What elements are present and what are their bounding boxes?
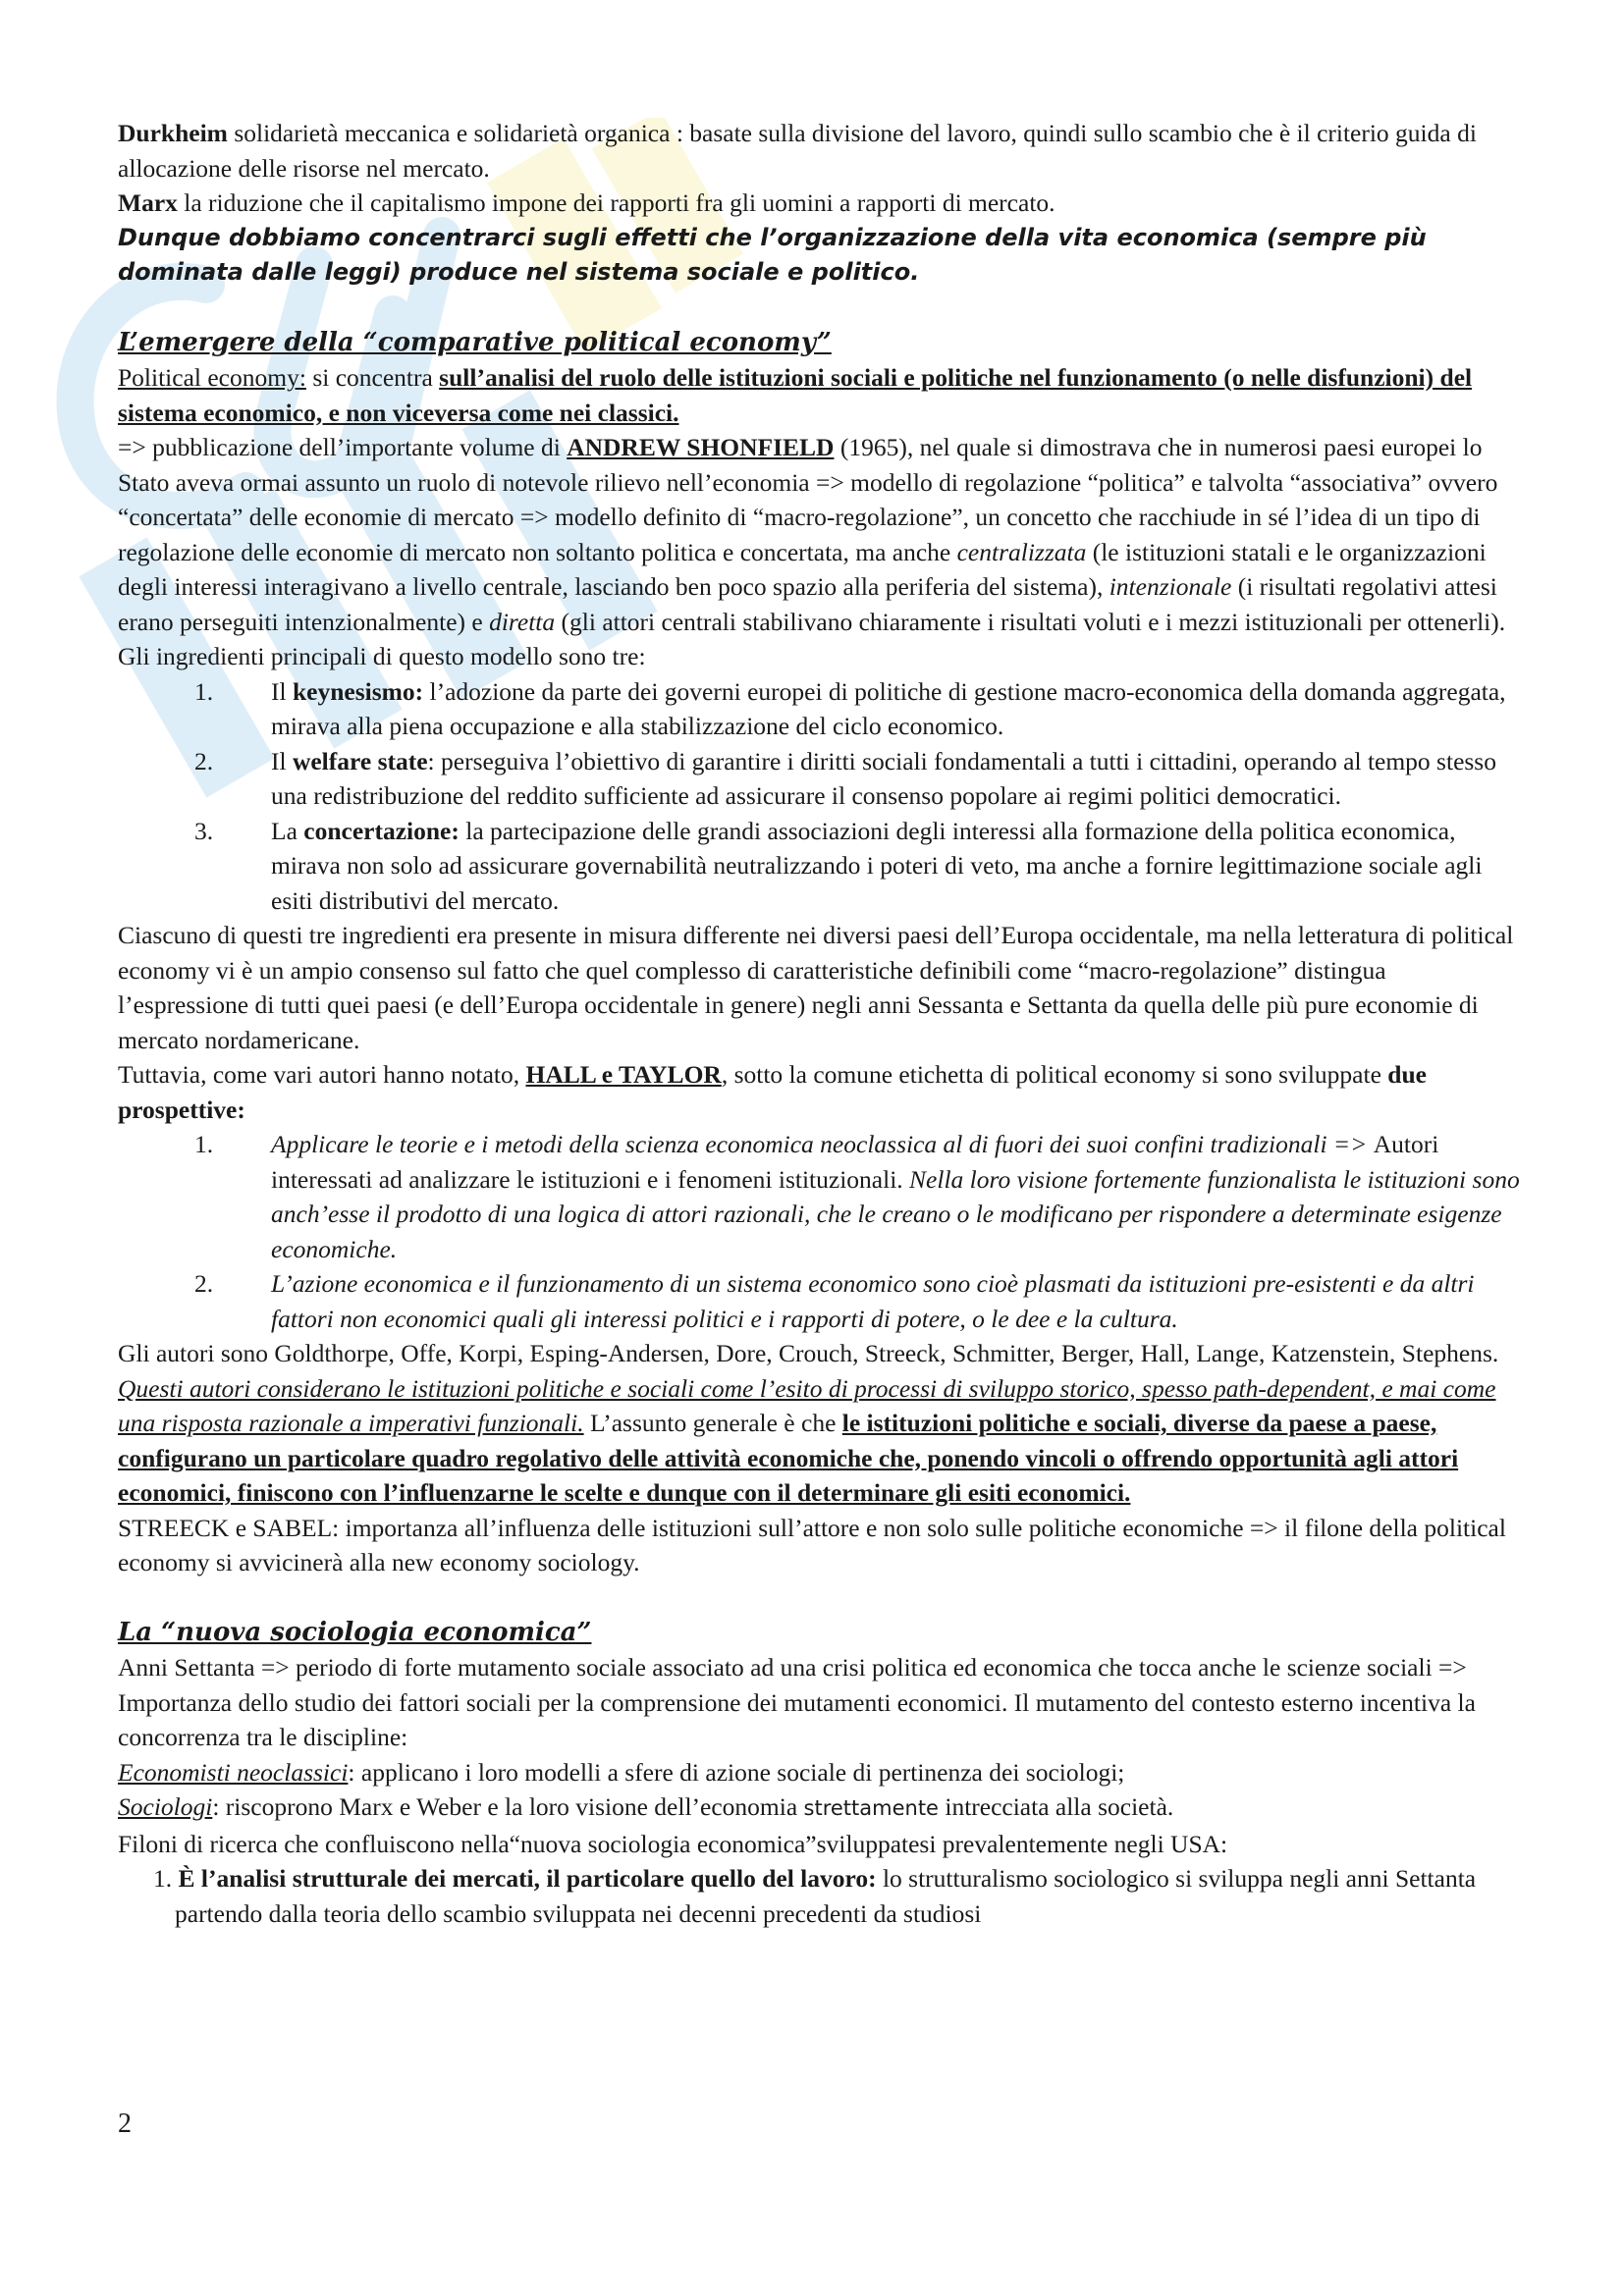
author-shonfield: ANDREW SHONFIELD bbox=[567, 433, 835, 461]
list-item bbox=[194, 674, 1522, 744]
shonfield-pre: => pubblicazione dell’importante volume di bbox=[118, 433, 568, 461]
section-heading-comparative: L’emergere della “comparative political economy” bbox=[118, 327, 832, 357]
list-number: 1. bbox=[153, 1864, 173, 1893]
marx-line bbox=[118, 186, 1522, 221]
term-welfare-state: welfare state bbox=[292, 746, 428, 775]
list-number: 1. bbox=[194, 1130, 214, 1158]
shonfield-text-d: (gli attori centrali stabilivano chiaramente i risultati voluti e i mezzi istituzionali per ottenerli). bbox=[555, 607, 1506, 636]
research-line-item bbox=[118, 1861, 1522, 1931]
hall-taylor-mid: , sotto la comune etichetta di political economy si sono sviluppate bbox=[721, 1060, 1388, 1089]
shonfield-text-c: (i risultati regolativi attesi erano perseguiti intenzionalmente) e bbox=[118, 572, 1497, 636]
perspective-text-b: Autori interessati ad analizzare le istituzioni e i fenomeni istituzionali. bbox=[271, 1130, 1439, 1194]
marx-name: Marx bbox=[118, 188, 178, 217]
economists-line bbox=[118, 1755, 1522, 1790]
term-centralizzata: centralizzata bbox=[956, 537, 1087, 566]
term-keynesismo: keynesismo: bbox=[292, 676, 424, 706]
assumption-bold: le istituzioni politiche e sociali, diverse da paese a paese, configurano un particolare quadro regolativo delle attività economiche che, ponendo vincoli o offrendo opportunità agli attori economici, finiscono con l’influenzarne le scelte e dunque con il determinare gli esiti economici. bbox=[118, 1409, 1459, 1507]
list-number: 2. bbox=[194, 746, 214, 775]
list-item bbox=[194, 1127, 1522, 1266]
structural-analysis-text: lo strutturalismo sociologico si sviluppa negli anni Settanta partendo dalla teoria dello scambio sviluppata nei decenni precedenti da studiosi bbox=[175, 1864, 1477, 1928]
sociologists-small: strettamente bbox=[803, 1796, 939, 1820]
marx-text: la riduzione che il capitalismo impone dei rapporti fra gli uomini a rapporti di mercato. bbox=[184, 188, 1055, 217]
perspectives-list bbox=[118, 1127, 1522, 1336]
perspective-text-a: L’azione economica e il funzionamento di un sistema economico sono cioè plasmati da istituzioni pre-esistenti e da altri fattori non economici quali gli interessi politici e i rapporti di potere, o le dee e la cultura. bbox=[271, 1269, 1475, 1333]
economists-label: Economisti neoclassici bbox=[118, 1757, 349, 1787]
list-item bbox=[194, 1266, 1522, 1336]
shonfield-paragraph bbox=[118, 430, 1522, 639]
sociologists-text: : riscoprono Marx e Weber e la loro visione dell’economia bbox=[212, 1792, 804, 1821]
term-concertazione: concertazione: bbox=[303, 816, 460, 845]
durkheim-text: solidarietà meccanica e solidarietà organica : basate sulla divisione del lavoro, quindi sullo scambio che è il criterio guida di allocazione delle risorse nel mercato. bbox=[118, 119, 1477, 183]
perspective-text-a: Applicare le teorie e i metodi della scienza economica neoclassica al di fuori dei suoi confini tradizionali => bbox=[271, 1130, 1374, 1158]
two-perspectives: due prospettive: bbox=[118, 1060, 1427, 1124]
durkheim-line bbox=[118, 116, 1522, 186]
sociologists-end: intrecciata alla società. bbox=[938, 1792, 1174, 1821]
author-hall-taylor: HALL e TAYLOR bbox=[525, 1060, 722, 1089]
section-heading-nuova-sociologia: La “nuova sociologia economica” bbox=[118, 1617, 592, 1647]
sociologists-line bbox=[118, 1789, 1522, 1827]
item-pre: Il bbox=[271, 746, 293, 775]
authors-paragraph bbox=[118, 1336, 1522, 1511]
item-text: : perseguiva l’obiettivo di garantire i diritti sociali fondamentali a tutti i cittadini, operando al tempo stesso una redistribuzione del reddito sufficiente ad assicurare il consenso popolare ai regimi politici democratici. bbox=[271, 746, 1496, 810]
item-pre: Il bbox=[271, 676, 293, 706]
item-text: l’adozione da parte dei governi europei di politiche di gestione macro-economica della domanda aggregata, mirava alla piena occupazione e alla stabilizzazione del ciclo economico. bbox=[271, 676, 1506, 740]
page-number: 2 bbox=[118, 2109, 132, 2139]
term-intenzionale: intenzionale bbox=[1109, 572, 1232, 601]
streeck-sabel-paragraph: STREECK e SABEL: importanza all’influenza delle istituzioni sull’attore e non solo sulle politiche economiche => il filone della political economy si avvicinerà alla new economy sociology. bbox=[118, 1513, 1506, 1576]
hall-taylor-pre: Tuttavia, come vari autori hanno notato, bbox=[118, 1060, 526, 1089]
ingredients-list bbox=[118, 674, 1522, 919]
seventies-paragraph: Anni Settanta => periodo di forte mutamento sociale associato ad una crisi politica ed economica che tocca anche le scienze sociali => Importanza dello studio dei fattori sociali per la comprensione dei mutamenti economici. Il mutamento del contesto esterno incentiva la concorrenza tra le discipline: bbox=[118, 1653, 1476, 1751]
list-item bbox=[194, 814, 1522, 919]
economists-text: : applicano i loro modelli a sfere di azione sociale di pertinenza dei sociologi; bbox=[348, 1757, 1125, 1787]
shonfield-text-a: (1965), nel quale si dimostrava che in numerosi paesi europei lo Stato aveva ormai assunto un ruolo di notevole rilievo nell’economia => modello di regolazione “politica” e talvolta “associativa” ovvero “concertata” delle economie di mercato => modello definito di “macro-regolazione”, un concetto che racchiude in sé l’idea di un tipo di regolazione delle economie di mercato non soltanto politica e concertata, ma anche bbox=[118, 433, 1498, 566]
document-body bbox=[118, 116, 1522, 1931]
definition-label: Political economy: bbox=[118, 363, 306, 392]
sociologists-label: Sociologi bbox=[118, 1792, 213, 1821]
shonfield-text-b: (le istituzioni statali e le organizzazioni degli interessi interagivano a livello centrale, lasciando ben poco spazio alla periferia del sistema), bbox=[118, 537, 1487, 601]
political-economy-definition bbox=[118, 360, 1522, 430]
macro-regulation-paragraph: Ciascuno di questi tre ingredienti era presente in misura differente nei diversi paesi dell’Europa occidentale, ma nella letteratura di political economy vi è un ampio consenso sul fatto che quel complesso di caratteristiche definibili come “macro-regolazione” distingua l’espressione di tutti quei paesi (e dell’Europa occidentale in genere) negli anni Sessanta e Settanta da quella delle più pure economie di mercato nordamericane. bbox=[118, 921, 1514, 1054]
perspective-text-c: Nella loro visione fortemente funzionalista le istituzioni sono anch’esse il prodotto di una logica di attori razionali, che le creano o le modificano per rispondere a determinate esigenze economiche. bbox=[271, 1164, 1520, 1263]
structural-analysis-bold: È l’analisi strutturale dei mercati, il particolare quello del lavoro: bbox=[178, 1864, 877, 1893]
research-lines-intro: Filoni di ricerca che confluiscono nella“nuova sociologia economica”sviluppatesi prevalentemente negli USA: bbox=[118, 1829, 1228, 1858]
durkheim-name: Durkheim bbox=[118, 119, 228, 147]
list-item bbox=[194, 744, 1522, 814]
definition-bold: sull’analisi del ruolo delle istituzioni sociali e politiche nel funzionamento (o nelle disfunzioni) del sistema economico, e non viceversa come nei classici. bbox=[118, 363, 1473, 427]
assumption-pre: L’assunto generale è che bbox=[583, 1409, 842, 1437]
item-pre: La bbox=[271, 816, 304, 845]
authors-view: Questi autori considerano le istituzioni politiche e sociali come l’esito di processi di sviluppo storico, spesso path-dependent, e mai come una risposta razionale a imperativi funzionali. bbox=[118, 1373, 1496, 1437]
list-number: 3. bbox=[194, 816, 214, 845]
definition-pre: si concentra bbox=[305, 363, 440, 392]
hall-taylor-paragraph bbox=[118, 1057, 1522, 1127]
intro-conclusion: Dunque dobbiamo concentrarci sugli effetti che l’organizzazione della vita economica (sempre più dominata dalle leggi) produce nel sistema sociale e politico. bbox=[118, 223, 1427, 286]
authors-list: Gli autori sono Goldthorpe, Offe, Korpi, Esping-Andersen, Dore, Crouch, Streeck, Schmitter, Berger, Hall, Lange, Katzenstein, Stephens. bbox=[118, 1339, 1499, 1367]
list-number: 1. bbox=[194, 676, 214, 706]
ingredients-intro: Gli ingredienti principali di questo modello sono tre: bbox=[118, 642, 646, 670]
list-number: 2. bbox=[194, 1269, 214, 1298]
item-text: la partecipazione delle grandi associazioni degli interessi alla formazione della politica economica, mirava non solo ad assicurare governabilità neutralizzando i poteri di veto, ma anche a fornire legittimazione sociale agli esiti distributivi del mercato. bbox=[271, 816, 1483, 915]
term-diretta: diretta bbox=[489, 607, 556, 636]
